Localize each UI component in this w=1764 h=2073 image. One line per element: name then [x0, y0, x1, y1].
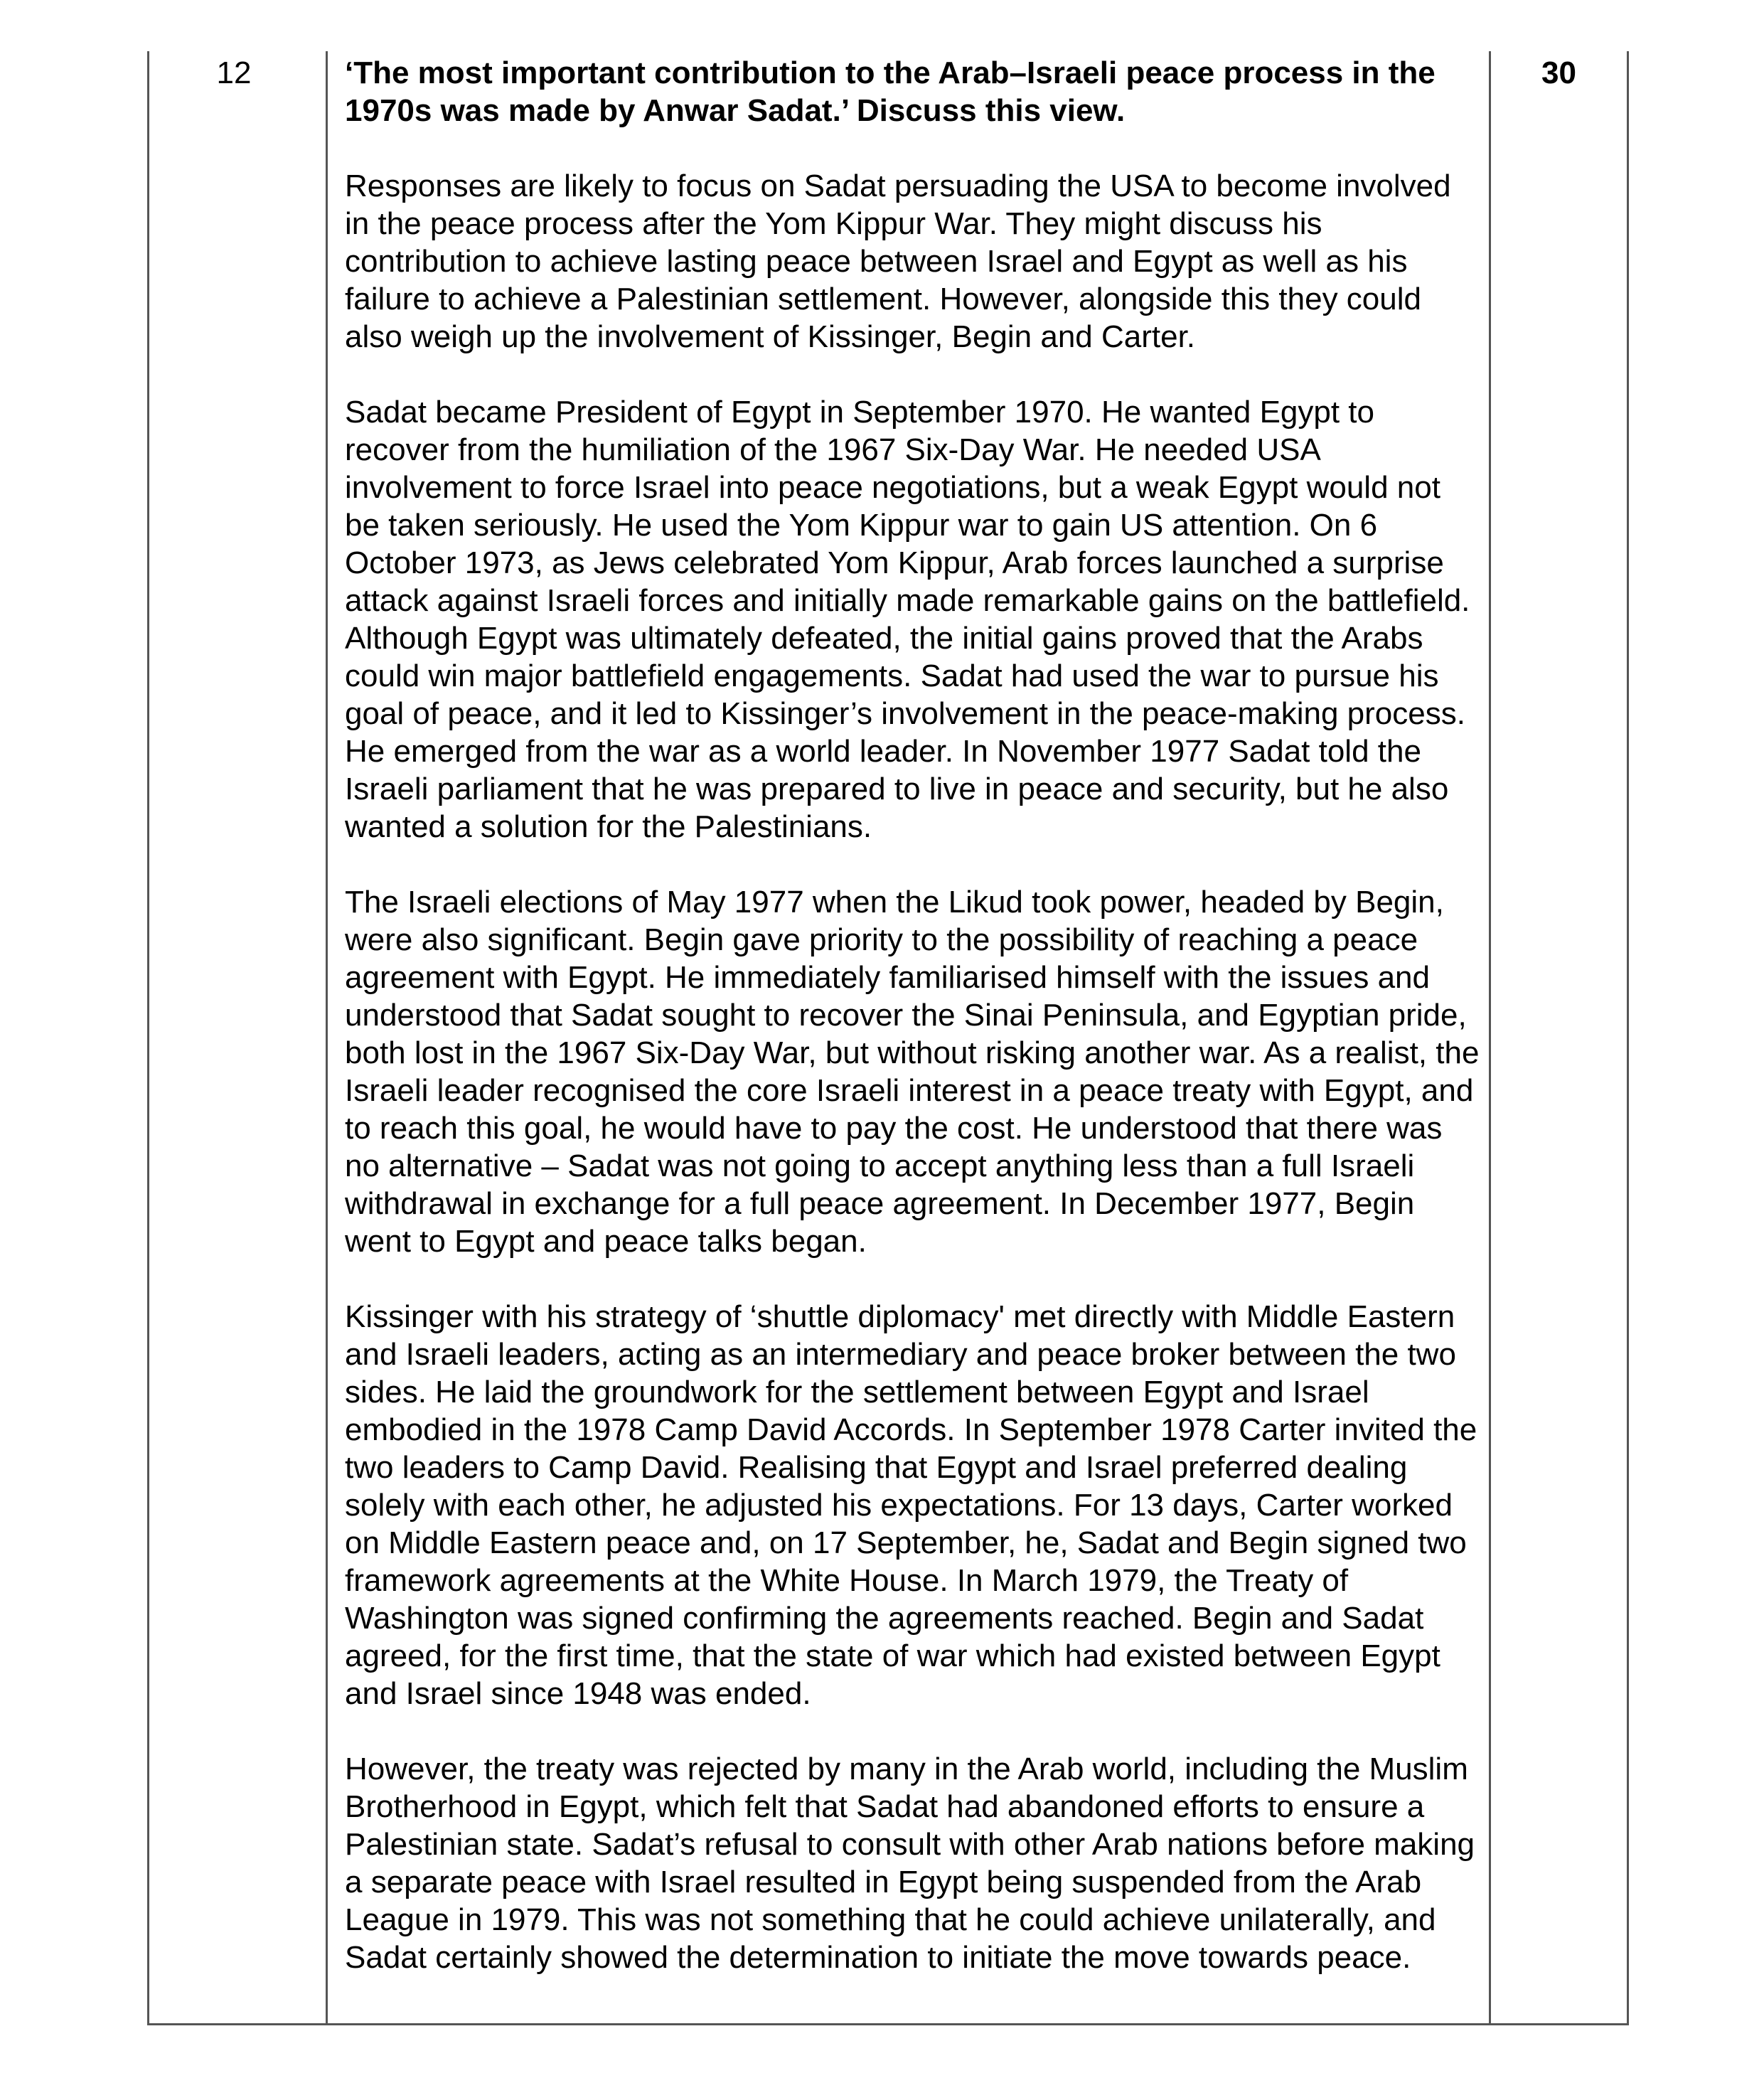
- marks-value: 30: [1541, 55, 1576, 90]
- guidance-paragraph-1: Responses are likely to focus on Sadat persuading the USA to become involved in the peace process after the Yom Kippur War. They might discuss his contribution to achieve lasting peace between Israel and Egypt as well as his failure to achieve a Palestinian settlement. However, alongside this they could also weigh up the involvement of Kissinger, Begin and Carter.: [345, 169, 1451, 354]
- guidance-content: [328, 51, 1489, 1976]
- guidance-paragraph-2: Sadat became President of Egypt in September 1970. He wanted Egypt to recover from the humiliation of the 1967 Six-Day War. He needed USA involvement to force Israel into peace negotiations, but a weak Egypt would not be taken seriously. He used the Yom Kippur war to gain US attention. On 6 October 1973, as Jews celebrated Yom Kippur, Arab forces launched a surprise attack against Israeli forces and initially made remarkable gains on the battlefield. Although Egypt was ultimately defeated, the initial gains proved that the Arabs could win major battlefield engagements. Sadat had used the war to pursue his goal of peace, and it led to Kissinger’s involvement in the peace-making process. He emerged from the war as a world leader. In November 1977 Sadat told the Israeli parliament that he was prepared to live in peace and security, but he also wanted a solution for the Palestinians.: [345, 395, 1470, 844]
- guidance-paragraph-4: Kissinger with his strategy of ‘shuttle diplomacy' met directly with Middle Eastern and Israeli leaders, acting as an intermediary and peace broker between the two sides. He laid the groundwork for the settlement between Egypt and Israel embodied in the 1978 Camp David Accords. In September 1978 Carter invited the two leaders to Camp David. Realising that Egypt and Israel preferred dealing solely with each other, he adjusted his expectations. For 13 days, Carter worked on Middle Eastern peace and, on 17 September, he, Sadat and Begin signed two framework agreements at the White House. In March 1979, the Treaty of Washington was signed confirming the agreements reached. Begin and Sadat agreed, for the first time, that the state of war which had existed between Egypt and Israel since 1948 was ended.: [345, 1299, 1477, 1711]
- mark-scheme-table: [147, 51, 1629, 2025]
- guidance-paragraph-5: However, the treaty was rejected by many in the Arab world, including the Muslim Brotherhood in Egypt, which felt that Sadat had abandoned efforts to ensure a Palestinian state. Sadat’s refusal to consult with other Arab nations before making a separate peace with Israel resulted in Egypt being suspended from the Arab League in 1979. This was not something that he could achieve unilaterally, and Sadat certainly showed the determination to initiate the move towards peace.: [345, 1752, 1475, 1975]
- question-number: 12: [216, 55, 252, 90]
- question-number-cell: [149, 51, 327, 2025]
- guidance-cell: [327, 51, 1490, 2025]
- question-text: ‘The most important contribution to the Arab–Israeli peace process in the 1970s was made by Anwar Sadat.’ Discuss this view.: [345, 55, 1436, 128]
- table-row: [149, 51, 1628, 2025]
- marks-cell: [1490, 51, 1628, 2025]
- guidance-paragraph-3: The Israeli elections of May 1977 when the Likud took power, headed by Begin, were also significant. Begin gave priority to the possibility of reaching a peace agreement with Egypt. He immediately familiarised himself with the issues and understood that Sadat sought to recover the Sinai Peninsula, and Egyptian pride, both lost in the 1967 Six-Day War, but without risking another war. As a realist, the Israeli leader recognised the core Israeli interest in a peace treaty with Egypt, and to reach this goal, he would have to pay the cost. He understood that there was no alternative – Sadat was not going to accept anything less than a full Israeli withdrawal in exchange for a full peace agreement. In December 1977, Begin went to Egypt and peace talks began.: [345, 885, 1480, 1259]
